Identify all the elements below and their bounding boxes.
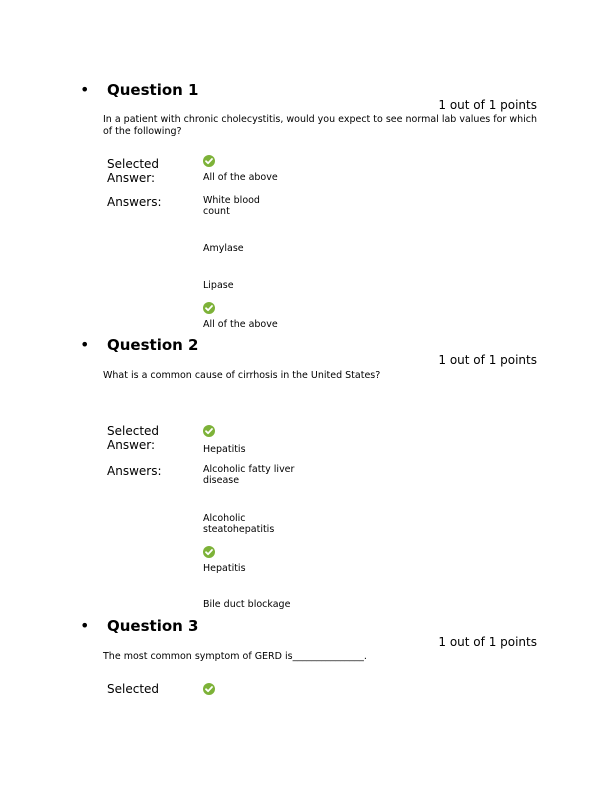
- question-text: In a patient with chronic cholecystitis, would you expect to see normal lab values for which of the following?: [103, 114, 538, 137]
- bullet: •: [80, 335, 90, 354]
- check-circle-icon: [203, 155, 215, 167]
- answers-label: Answers:: [107, 195, 162, 209]
- selected-label: Selected: [107, 682, 160, 696]
- question-points: 1 out of 1 points: [438, 635, 537, 649]
- question-title: Question 2: [107, 336, 199, 354]
- bullet: •: [80, 616, 90, 635]
- question-points: 1 out of 1 points: [438, 98, 537, 112]
- question-points: 1 out of 1 points: [438, 353, 537, 367]
- bullet: •: [80, 80, 90, 99]
- check-circle-icon: [203, 683, 215, 695]
- answer-option: Bile duct blockage: [203, 599, 291, 610]
- question-text: What is a common cause of cirrhosis in the United States?: [103, 370, 381, 381]
- check-circle-icon: [203, 302, 215, 314]
- answer-option: White blood count: [203, 195, 260, 217]
- check-circle-icon: [203, 546, 215, 558]
- answers-label: Answers:: [107, 464, 162, 478]
- answer-option: Alcoholic steatohepatitis: [203, 513, 275, 535]
- question-title: Question 1: [107, 81, 199, 99]
- question-text: The most common symptom of GERD is_______________.: [103, 651, 367, 662]
- answer-option: All of the above: [203, 319, 278, 330]
- selected-label: Selected: [107, 157, 160, 171]
- check-circle-icon: [203, 425, 215, 437]
- answer-label: Answer:: [107, 171, 156, 185]
- answer-option: Hepatitis: [203, 563, 246, 574]
- answer-label: Answer:: [107, 438, 156, 452]
- selected-label: Selected: [107, 424, 160, 438]
- selected-answer: Hepatitis: [203, 444, 246, 455]
- selected-answer: All of the above: [203, 172, 278, 183]
- answer-option: Lipase: [203, 280, 234, 291]
- answer-option: Amylase: [203, 243, 244, 254]
- answer-option: Alcoholic fatty liver disease: [203, 464, 295, 486]
- question-title: Question 3: [107, 617, 199, 635]
